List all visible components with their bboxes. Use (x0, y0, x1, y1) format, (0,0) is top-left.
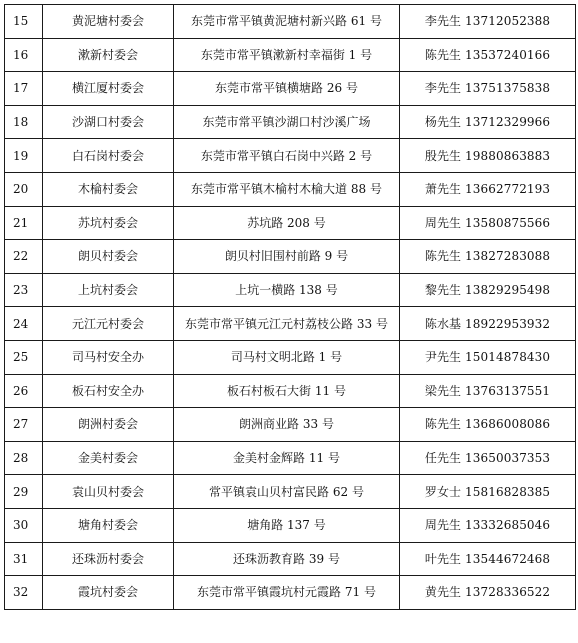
committee-name: 塘角村委会 (43, 508, 174, 542)
committee-address: 东莞市常平镇木棆村木棆大道 88 号 (174, 172, 400, 206)
committee-address: 东莞市常平镇黄泥塘村新兴路 61 号 (174, 5, 400, 39)
table-row (5, 542, 576, 576)
contact-person-phone: 李先生 13712052388 (400, 5, 576, 39)
committee-address: 上坑一横路 138 号 (174, 273, 400, 307)
table-row (5, 172, 576, 206)
committee-name: 上坑村委会 (43, 273, 174, 307)
row-number: 31 (5, 542, 43, 576)
contact-person-phone: 殷先生 19880863883 (400, 139, 576, 173)
committee-address: 东莞市常平镇漱新村幸福街 1 号 (174, 38, 400, 72)
row-number: 15 (5, 5, 43, 39)
row-number: 23 (5, 273, 43, 307)
contact-person-phone: 任先生 13650037353 (400, 441, 576, 475)
committee-name: 横江厦村委会 (43, 72, 174, 106)
table-row (5, 441, 576, 475)
table-body (5, 5, 576, 610)
committee-address: 东莞市常平镇白石岗中兴路 2 号 (174, 139, 400, 173)
table-row (5, 206, 576, 240)
committee-address: 朗贝村旧围村前路 9 号 (174, 240, 400, 274)
committee-address: 东莞市常平镇沙湖口村沙溪广场 (174, 105, 400, 139)
row-number: 20 (5, 172, 43, 206)
committee-name: 黄泥塘村委会 (43, 5, 174, 39)
row-number: 22 (5, 240, 43, 274)
table-row (5, 475, 576, 509)
contact-person-phone: 陈先生 13827283088 (400, 240, 576, 274)
committee-name: 霞坑村委会 (43, 576, 174, 610)
committee-name: 木棆村委会 (43, 172, 174, 206)
row-number: 28 (5, 441, 43, 475)
row-number: 21 (5, 206, 43, 240)
committee-address: 东莞市常平镇元江元村荔枝公路 33 号 (174, 307, 400, 341)
contact-person-phone: 梁先生 13763137551 (400, 374, 576, 408)
committee-name: 沙湖口村委会 (43, 105, 174, 139)
contact-person-phone: 周先生 13332685046 (400, 508, 576, 542)
committee-address: 东莞市常平镇霞坑村元霞路 71 号 (174, 576, 400, 610)
row-number: 18 (5, 105, 43, 139)
row-number: 16 (5, 38, 43, 72)
committee-name: 苏坑村委会 (43, 206, 174, 240)
committee-address: 塘角路 137 号 (174, 508, 400, 542)
table-row (5, 105, 576, 139)
committee-address: 东莞市常平镇横塘路 26 号 (174, 72, 400, 106)
table-row (5, 72, 576, 106)
table-row (5, 374, 576, 408)
row-number: 25 (5, 340, 43, 374)
committee-name: 朗洲村委会 (43, 408, 174, 442)
contact-person-phone: 叶先生 13544672468 (400, 542, 576, 576)
committee-name: 元江元村委会 (43, 307, 174, 341)
committee-name: 袁山贝村委会 (43, 475, 174, 509)
contact-person-phone: 陈先生 13686008086 (400, 408, 576, 442)
row-number: 29 (5, 475, 43, 509)
table-row (5, 139, 576, 173)
contact-person-phone: 陈水基 18922953932 (400, 307, 576, 341)
table-row (5, 240, 576, 274)
contact-person-phone: 周先生 13580875566 (400, 206, 576, 240)
table-row (5, 340, 576, 374)
row-number: 19 (5, 139, 43, 173)
committee-address: 司马村文明北路 1 号 (174, 340, 400, 374)
committee-name: 朗贝村委会 (43, 240, 174, 274)
contact-person-phone: 罗女士 15816828385 (400, 475, 576, 509)
contact-person-phone: 陈先生 13537240166 (400, 38, 576, 72)
contact-person-phone: 李先生 13751375838 (400, 72, 576, 106)
committee-address: 苏坑路 208 号 (174, 206, 400, 240)
committee-address: 金美村金辉路 11 号 (174, 441, 400, 475)
committee-name: 金美村委会 (43, 441, 174, 475)
table-row (5, 307, 576, 341)
row-number: 26 (5, 374, 43, 408)
contact-person-phone: 黄先生 13728336522 (400, 576, 576, 610)
row-number: 30 (5, 508, 43, 542)
committee-name: 白石岗村委会 (43, 139, 174, 173)
committee-name: 漱新村委会 (43, 38, 174, 72)
row-number: 32 (5, 576, 43, 610)
committee-name: 板石村安全办 (43, 374, 174, 408)
committee-address: 板石村板石大街 11 号 (174, 374, 400, 408)
committee-address: 朗洲商业路 33 号 (174, 408, 400, 442)
table-row (5, 508, 576, 542)
table-row (5, 576, 576, 610)
row-number: 17 (5, 72, 43, 106)
contact-person-phone: 杨先生 13712329966 (400, 105, 576, 139)
contact-person-phone: 尹先生 15014878430 (400, 340, 576, 374)
table-row (5, 408, 576, 442)
committee-name: 还珠沥村委会 (43, 542, 174, 576)
committee-name: 司马村安全办 (43, 340, 174, 374)
village-committee-table (4, 4, 576, 610)
contact-person-phone: 黎先生 13829295498 (400, 273, 576, 307)
contact-person-phone: 萧先生 13662772193 (400, 172, 576, 206)
row-number: 24 (5, 307, 43, 341)
committee-address: 常平镇袁山贝村富民路 62 号 (174, 475, 400, 509)
table-row (5, 38, 576, 72)
committee-address: 还珠沥教育路 39 号 (174, 542, 400, 576)
table-row (5, 5, 576, 39)
row-number: 27 (5, 408, 43, 442)
table-row (5, 273, 576, 307)
